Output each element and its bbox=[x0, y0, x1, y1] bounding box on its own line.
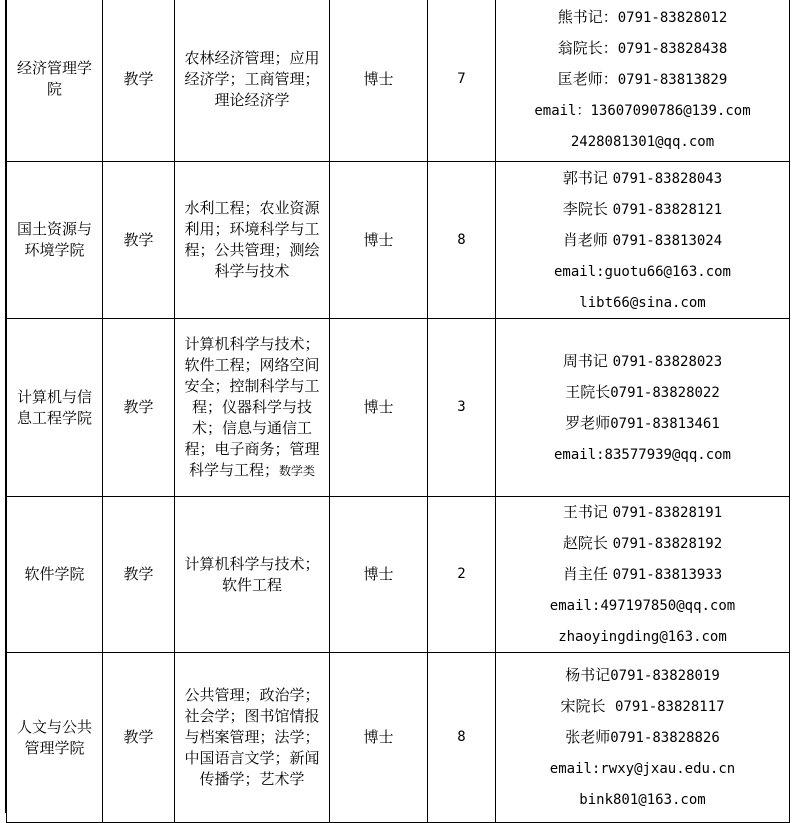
contact-line bbox=[496, 377, 789, 408]
table-row bbox=[7, 653, 790, 823]
contact-line bbox=[496, 439, 789, 470]
contact-line bbox=[496, 722, 789, 753]
contact-line bbox=[496, 33, 789, 64]
table-row bbox=[7, 0, 790, 162]
major-cell: 计算机科学与技术；软件工程 bbox=[175, 497, 330, 653]
contact-line bbox=[496, 497, 789, 528]
type-cell: 教学 bbox=[103, 162, 175, 319]
major-cell: 农林经济管理；应用经济学；工商管理；理论经济学 bbox=[175, 0, 330, 162]
college-cell: 经济管理学院 bbox=[7, 0, 103, 162]
contact-value: 0791-83828022 bbox=[610, 384, 720, 401]
degree-cell: 博士 bbox=[330, 162, 428, 319]
contact-value: 0791-83828121 bbox=[612, 201, 723, 218]
email-link[interactable]: bink801@163.com bbox=[579, 792, 706, 808]
contact-value: 0791-83828438 bbox=[617, 40, 728, 57]
email-link[interactable]: email:rwxy@jxau.edu.cn bbox=[549, 761, 736, 777]
contact-line bbox=[496, 590, 789, 621]
college-cell: 计算机与信息工程学院 bbox=[7, 319, 103, 497]
contact-name: 郭书记 bbox=[562, 168, 613, 187]
degree-cell: 博士 bbox=[330, 0, 428, 162]
contact-value: 0791-83828191 bbox=[612, 505, 723, 521]
contact-cell bbox=[496, 319, 790, 497]
contact-name: 王院长 bbox=[565, 382, 611, 401]
contact-cell bbox=[496, 653, 790, 823]
contact-cell bbox=[496, 497, 790, 653]
email-link[interactable]: email:497197850@qq.com bbox=[549, 598, 736, 614]
count-cell: 8 bbox=[428, 653, 496, 823]
degree-cell: 博士 bbox=[330, 653, 428, 823]
count-cell: 3 bbox=[428, 319, 496, 497]
type-cell: 教学 bbox=[103, 653, 175, 823]
contact-line bbox=[496, 753, 789, 784]
email-link[interactable]: email:guotu66@163.com bbox=[553, 263, 731, 280]
email-link[interactable]: zhaoyingding@163.com bbox=[558, 629, 727, 645]
contact-name: 张老师 bbox=[565, 728, 611, 746]
degree-cell: 博士 bbox=[330, 497, 428, 653]
contact-line bbox=[496, 256, 789, 287]
contact-line bbox=[496, 64, 789, 95]
major-cell: 水利工程；农业资源利用；环境科学与工程；公共管理；测绘科学与技术 bbox=[175, 162, 330, 319]
contact-line bbox=[496, 95, 789, 126]
college-cell: 软件学院 bbox=[7, 497, 103, 653]
contact-line bbox=[496, 408, 789, 439]
contact-name: 罗老师 bbox=[565, 413, 611, 432]
college-cell: 国土资源与环境学院 bbox=[7, 162, 103, 319]
contact-line bbox=[496, 126, 789, 157]
contact-line bbox=[496, 194, 789, 225]
contact-line bbox=[496, 163, 789, 194]
email-link[interactable]: email:83577939@qq.com bbox=[553, 446, 731, 463]
email-link[interactable]: 2428081301@qq.com bbox=[570, 133, 715, 150]
contact-line bbox=[496, 346, 789, 377]
contact-value: 0791-83828012 bbox=[617, 9, 728, 26]
count-cell: 2 bbox=[428, 497, 496, 653]
contact-line bbox=[496, 225, 789, 256]
contact-value: 0791-83813829 bbox=[617, 71, 728, 88]
contact-cell bbox=[496, 0, 790, 162]
count-cell: 7 bbox=[428, 0, 496, 162]
contact-line bbox=[496, 621, 789, 652]
count-cell: 8 bbox=[428, 162, 496, 319]
contact-value: 0791-83813024 bbox=[612, 232, 723, 249]
contact-value: 0791-83828117 bbox=[614, 699, 725, 715]
contact-name: 杨书记 bbox=[565, 666, 611, 684]
recruitment-table bbox=[6, 0, 790, 823]
contact-name: 肖主任 bbox=[562, 565, 613, 583]
email-link[interactable]: email：13607090786@139.com bbox=[534, 102, 751, 119]
contact-line bbox=[496, 691, 789, 722]
degree-cell: 博士 bbox=[330, 319, 428, 497]
contact-line bbox=[496, 2, 789, 33]
contact-name: 宋院长 bbox=[560, 697, 615, 715]
contact-name: 翁院长： bbox=[557, 38, 618, 57]
contact-name: 王书记 bbox=[562, 503, 613, 521]
contact-line bbox=[496, 784, 789, 815]
contact-name: 周书记 bbox=[562, 351, 613, 370]
contact-value: 0791-83828192 bbox=[612, 536, 723, 552]
contact-name: 熊书记： bbox=[557, 7, 618, 26]
contact-name: 李院长 bbox=[562, 199, 613, 218]
contact-name: 匡老师： bbox=[557, 69, 618, 88]
contact-value: 0791-83813933 bbox=[612, 567, 723, 583]
contact-line bbox=[496, 660, 789, 691]
contact-line bbox=[496, 528, 789, 559]
contact-value: 0791-83813461 bbox=[610, 415, 720, 432]
major-cell bbox=[175, 319, 330, 497]
major-cell: 公共管理；政治学；社会学；图书馆情报与档案管理；法学；中国语言文学；新闻传播学；艺术学 bbox=[175, 653, 330, 823]
type-cell: 教学 bbox=[103, 0, 175, 162]
contact-value: 0791-83828019 bbox=[610, 668, 720, 684]
major-text: 计算机科学与技术；软件工程；网络空间安全；控制科学与工程；仪器科学与技术；信息与通信工程；电子商务；管理科学与工程； bbox=[184, 334, 320, 479]
contact-name: 肖老师 bbox=[562, 230, 613, 249]
contact-value: 0791-83828043 bbox=[612, 170, 723, 187]
college-cell: 人文与公共管理学院 bbox=[7, 653, 103, 823]
type-cell: 教学 bbox=[103, 497, 175, 653]
email-link[interactable]: libt66@sina.com bbox=[579, 294, 706, 311]
table-row bbox=[7, 319, 790, 497]
contact-cell bbox=[496, 162, 790, 319]
type-cell: 教学 bbox=[103, 319, 175, 497]
contact-line bbox=[496, 559, 789, 590]
contact-value: 0791-83828023 bbox=[612, 353, 723, 370]
table-row bbox=[7, 162, 790, 319]
contact-line bbox=[496, 287, 789, 318]
contact-value: 0791-83828826 bbox=[610, 730, 720, 746]
major-small-text: 数学类 bbox=[279, 463, 316, 478]
table-row bbox=[7, 497, 790, 653]
contact-name: 赵院长 bbox=[562, 534, 613, 552]
